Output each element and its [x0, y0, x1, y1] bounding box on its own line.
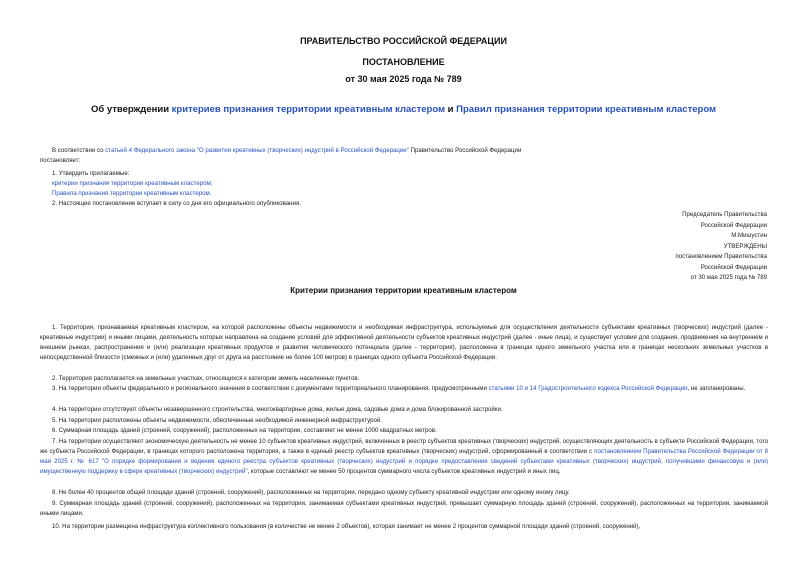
- criterion-9: 9. Суммарная площадь зданий (строений, сооружений), расположенных на территории, занимаемая субъектами креативных индустрий, превышает суммарную площадь зданий (строений, сооружений), расположенных на территории, занимаемой иными лицами.: [40, 500, 768, 517]
- signature-line2: Российской Федерации: [700, 221, 767, 229]
- approved-line3: Российской Федерации: [700, 263, 767, 271]
- federal-law-link[interactable]: статьей 4 Федерального закона "О развитии креативных (творческих) индустрий в Российской Федерации": [105, 147, 409, 154]
- criterion-2: 2. Территория располагается на земельных участках, относящихся к категории земель населенных пунктов.: [52, 375, 360, 382]
- criterion-10: 10. На территории размещена инфраструктура коллективного пользования (в количестве не менее 2 объектов), которая занимает не менее 2 процентов суммарной площади зданий (строений, сооружений),: [52, 523, 641, 530]
- criterion-6: 6. Суммарная площадь зданий (строений, сооружений), расположенных на территории, составляет не менее 1000 квадратных метров.: [52, 427, 437, 434]
- criterion-7-end: , которые составляют не менее 50 процентов суммарного числа субъектов креативных индустрий и иных лиц.: [247, 468, 561, 475]
- preamble-start: В соответствии со: [52, 147, 106, 154]
- criterion-3: [40, 384, 768, 394]
- criterion-1: 1. Территория, признаваемая креативным кластером, на которой расположены объекты недвижимости и необходимая инфраструктура, используемые для осуществления деятельности субъектами креативных (творческих) индустрий (далее - креативные индустрии) и иными лицами, деятельность которых направлена на создание условий для эффективной деятельности субъектов креативных индустрий (далее - иные лица), и существует условия для создания, продвижения на внутреннем и внешнем рынках, распространения и (или) реализации креативных продуктов и развития человеческого потенциала (далее - территория), расположена в границах одного земельного участка или в границах нескольких земельных участков в непосредственной близости (смежных и (или) удаленных друг от друга на расстояние не более 100 метров) в границах одного субъекта Российской Федерации.: [40, 324, 768, 361]
- criterion-7: [40, 437, 768, 477]
- rules-link[interactable]: Правил признания территории креативным кластером: [456, 104, 717, 115]
- preamble-line2: постановляет:: [40, 157, 81, 164]
- document-type: ПОСТАНОВЛЕНИЕ: [362, 57, 445, 67]
- criteria-link[interactable]: критериев признания территории креативным кластером: [171, 104, 446, 115]
- item-2: 2. Настоящее постановление вступает в силу со дня его официального опубликования.: [52, 200, 301, 207]
- document-date-number: от 30 мая 2025 года № 789: [345, 74, 462, 84]
- approved-line2: постановлением Правительства: [675, 253, 767, 260]
- signature-line1: Председатель Правительства: [682, 211, 767, 218]
- criterion-7-start: 7. На территории осуществляют экономическую деятельность не менее 10 субъектов креативных индустрий, включенных в реестр субъектов креативных (творческих) индустрий, осуществляющих деятельность в субъекте Российской Федерации, того же субъекта Российской Федерации, в границах которого расположена территория, а также в единый реестр субъектов креативных (творческих) индустрий, сформированный в соответствии с: [40, 438, 768, 455]
- signature-block: [675, 210, 767, 284]
- government-heading: ПРАВИТЕЛЬСТВО РОССИЙСКОЙ ФЕДЕРАЦИИ: [300, 36, 507, 46]
- title-middle: и: [445, 104, 457, 115]
- criterion-3-start: 3. На территории объекты федерального и регионального значения в соответствии с документами территориального планирования, предусмотренными: [52, 385, 489, 392]
- approved-label: УТВЕРЖДЕНЫ: [723, 242, 767, 250]
- resolution-617-link[interactable]: постановлением Правительства Российской Федерации от 8 мая 2025 г. № 617 "О порядке формирования и ведения единого реестра субъектов креативных (творческих) индустрий и порядке предоставления сведений субъектами креативных (творческих) индустрий, получившими финансовую и (или) имущественную поддержку в сфере креативных (творческих) индустрий": [40, 448, 768, 475]
- signature-name: М.Мишустин: [731, 232, 767, 239]
- title-prefix: Об утверждении: [90, 104, 172, 115]
- criteria-annex-link[interactable]: критерии признания территории креативным кластером;: [52, 180, 213, 187]
- criterion-4: 4. На территории отсутствуют объекты незавершенного строительства, многоквартирные дома, жилые дома, садовые дома и дома блокированной застройки.: [52, 406, 503, 413]
- rules-annex-link[interactable]: Правила признания территории креативным кластером.: [52, 190, 212, 197]
- criteria-heading: Критерии признания территории креативным кластером: [290, 286, 517, 295]
- item-1: 1. Утвердить прилагаемые:: [52, 170, 130, 177]
- urban-code-link[interactable]: статьями 10 и 14 Градостроительного кодекса Российской Федерации: [488, 385, 688, 392]
- document-title: [0, 104, 807, 115]
- preamble: [52, 146, 521, 156]
- criterion-5: 5. На территории расположены объекты недвижимости, обеспеченные необходимой инженерной инфраструктурой.: [52, 417, 382, 424]
- approved-date: от 30 мая 2025 года № 789: [690, 274, 767, 281]
- criterion-3-end: , не запланированы.: [687, 385, 746, 392]
- preamble-end: Правительство Российской Федерации: [408, 147, 522, 154]
- criterion-8: 8. Не более 40 процентов общей площади зданий (строений, сооружений), расположенных на территории, передано одному субъекту креативной индустрии или одному иному лицу.: [52, 489, 570, 496]
